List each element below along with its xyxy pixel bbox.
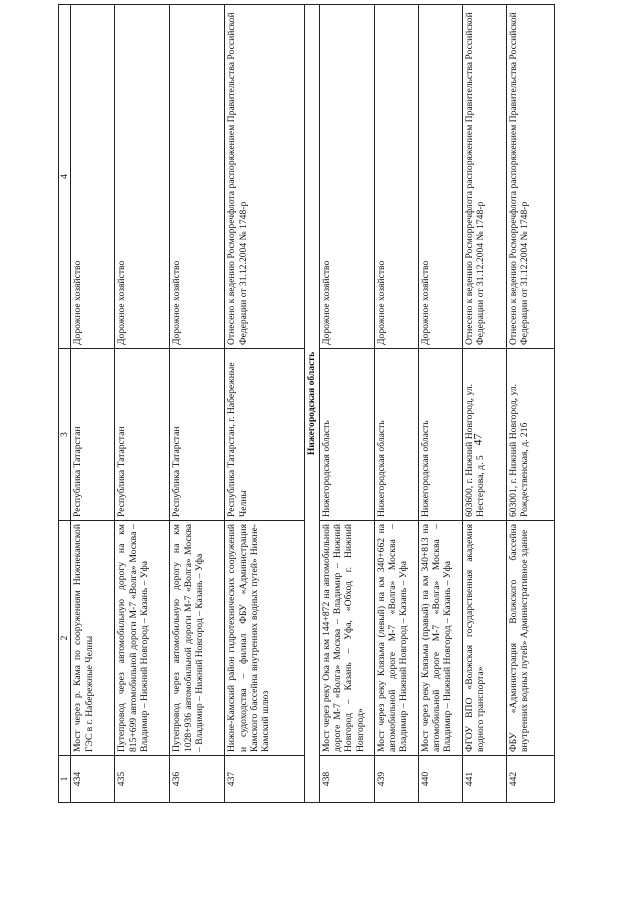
object-location: Нижегородская область (418, 349, 462, 521)
header-cell-4: 4 (59, 5, 71, 349)
row-number: 442 (506, 756, 554, 803)
object-owner: Дорожное хозяйство (115, 5, 170, 349)
object-location: 603001, г. Нижний Новгород, ул. Рождественская, д. 21б (506, 349, 554, 521)
table-row (170, 5, 225, 803)
object-name: Мост через реку Клязьма (левый) на км 340+662 на автомобильной дороге М-7 «Волга» Москва – Владимир – Нижний Новгород – Казань – Уфа (374, 521, 418, 756)
table-row (462, 5, 506, 803)
object-owner: Дорожное хозяйство (374, 5, 418, 349)
object-location: Республика Татарстан, г. Набережные Челны (225, 349, 305, 521)
object-name: Мост через реку Клязьма (правый) на км 340+813 на автомобильной дороге М-7 «Волга» Москва – Владимир – Нижний Новгород – Казань – Уфа (418, 521, 462, 756)
row-number: 434 (71, 756, 115, 803)
row-number: 438 (319, 756, 374, 803)
row-number: 435 (115, 756, 170, 803)
table-row (418, 5, 462, 803)
object-owner: Дорожное хозяйство (319, 5, 374, 349)
header-cell-1: 1 (59, 756, 71, 803)
table-row (506, 5, 554, 803)
object-location: Республика Татарстан (115, 349, 170, 521)
object-location: Республика Татарстан (71, 349, 115, 521)
table-row (374, 5, 418, 803)
row-number: 436 (170, 756, 225, 803)
object-name: Путепровод через автомобильную дорогу на км 815+699 автомобильной дороги М-7 «Волга» Москва – Владимир – Нижний Новгород – Казань – Уфа (115, 521, 170, 756)
table-container (58, 5, 640, 787)
header-row (59, 5, 71, 803)
object-owner: Отнесено к ведению Росморречфлота распоряжением Правительства Российской Федерации от 31.12.2004 № 1748-р (225, 5, 305, 349)
object-owner: Дорожное хозяйство (71, 5, 115, 349)
header-cell-2: 2 (59, 521, 71, 756)
object-location: Республика Татарстан (170, 349, 225, 521)
row-number: 440 (418, 756, 462, 803)
object-name: Нижне-Камский район гидротехнических сооружений и судоходства – филиал ФБУ «Администрация Камского бассейна внутренних водных путей» Нижне-Камский шлюз (225, 521, 305, 756)
object-owner: Отнесено к ведению Росморречфлота распоряжением Правительства Российской Федерации от 31.12.2004 № 1748-р (506, 5, 554, 349)
region-row (305, 5, 319, 803)
row-number: 441 (462, 756, 506, 803)
object-name: Путепровод через автомобильную дорогу на км 1028+936 автомобильной дороги М-7 «Волга» Москва – Владимир – Нижний Новгород – Казань – Уфа (170, 521, 225, 756)
object-owner: Дорожное хозяйство (170, 5, 225, 349)
object-location: Нижегородская область (374, 349, 418, 521)
table-row (115, 5, 170, 803)
table-row (71, 5, 115, 803)
object-owner: Дорожное хозяйство (418, 5, 462, 349)
row-number: 437 (225, 756, 305, 803)
table-row (319, 5, 374, 803)
object-name: Мост через р. Кама по сооружениям Нижнекамской ГЭС в г. Набережные Челны (71, 521, 115, 756)
object-name: ФБУ «Администрация Волжского бассейна внутренних водных путей» Административное здание (506, 521, 554, 756)
object-location: Нижегородская область (319, 349, 374, 521)
object-owner: Отнесено к ведению Росморречфлота распоряжением Правительства Российской Федерации от 31.12.2004 № 1748-р (462, 5, 506, 349)
object-name: Мост через реку Ока на км 144+872 на автомобильной дороге М-7 «Волга» Москва – Владимир – Нижний Новгород – Казань – Уфа, «Обход г. Нижний Новгород» (319, 521, 374, 756)
region-title: Нижегородская область (305, 5, 319, 803)
object-location: 603600, г. Нижний Новгород, ул. Нестерова, д. 5 (462, 349, 506, 521)
register-table (58, 4, 555, 803)
header-cell-3: 3 (59, 349, 71, 521)
table-row (225, 5, 305, 803)
page-number: 47 (470, 433, 485, 446)
row-number: 439 (374, 756, 418, 803)
object-name: ФГОУ ВПО «Волжская государственная академия водного транспорта» (462, 521, 506, 756)
